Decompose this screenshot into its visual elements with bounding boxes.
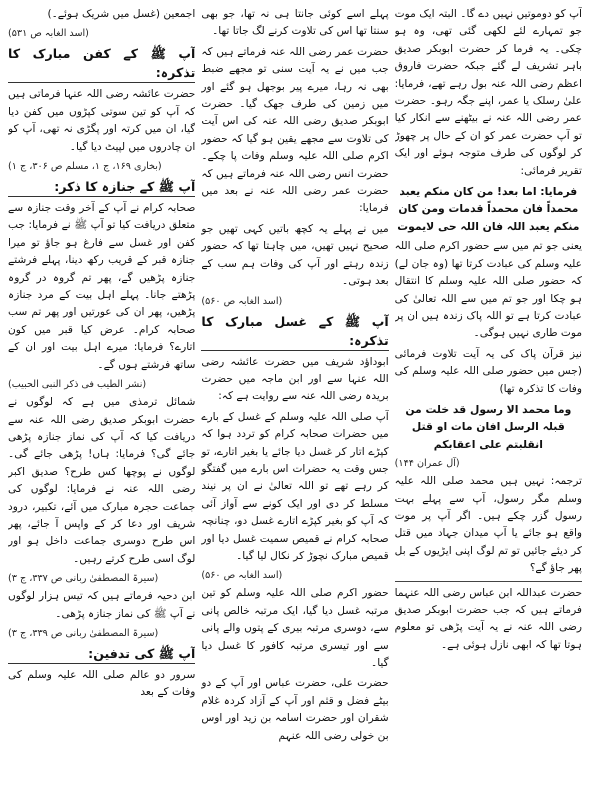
body-paragraph: حضرت علی، حضرت عباس اور آپ کے دو بیٹے فضل و قثم اور آپ کے آزاد کردہ غلام شقران اور حضرت اسامہ بن زید اور اوس بن خولی رضی اللہ عنہم (201, 677, 389, 742)
divider-line (395, 581, 582, 582)
body-paragraph: حضرت عبداللہ ابن عباس رضی اللہ عنہما فرماتے ہیں کہ جب حضرت ابوبکر صدیق رضی اللہ عنہ نے یہ آیت پڑھی تو معلوم ہوتا تھا کہ ابھی نازل ہوئی ہے۔ (394, 586, 582, 651)
body-paragraph: پہلے اسے کوئی جانتا ہی نہ تھا، جو بھی سنتا تھا اس کی تلاوت کرنے لگ جاتا تھا۔ (201, 8, 389, 38)
text-column-right (395, 6, 582, 794)
citation-reference: (سیرۃ المصطفیٰ ربانی ص ۳۳۷، ج ۳) (8, 573, 159, 585)
citation-reference: (بخاری ۱۶۹، ج ۱، مسلم ص ۳۰۶، ج ۱) (8, 161, 162, 173)
body-paragraph: ترجمہ: نہیں ہیں محمد صلی اللہ علیہ وسلم مگر رسول، آپ سے پہلے بہت رسول گزر چکے ہیں۔ اگر آپ پر موت واقع ہو جائے یا آپ میدان جہاد میں قتل کر دیئے جائیں تو تم لوگ اپنی ایڑیوں کے بل پھر جاؤ گے؟ (394, 475, 582, 575)
arabic-quote: وما محمد الا رسول قد خلت من قبلہ الرسل افان مات او قتل انقلبتم علی اعقابکم (405, 402, 572, 451)
body-paragraph: میں نے پہلے یہ کچھ باتیں کہی تھیں جو صحیح نہیں تھیں، میں چاہتا تھا کہ حضور زندہ رہتے اور آپ کی وفات ہم سب کے بعد ہوتی۔ (201, 222, 389, 288)
section-heading: آپ ﷺ کی تدفین: (8, 644, 195, 664)
body-paragraph: شمائل ترمذی میں ہے کہ لوگوں نے حضرت ابوبکر صدیق رضی اللہ عنہ سے دریافت کیا کہ آپ کی نماز جنازہ پڑھی جائے گی؟ فرمایا: ہاں! پڑھی جائے گی۔ لوگوں نے پوچھا کس طرح؟ صدیق اکبر رضی اللہ عنہ نے فرمایا: لوگوں کی جماعت حجرہ مبارک میں آئے، تکبیر، درود شریف اور دعا کر کے واپس آ جائے، پھر اس طرح دوسری جماعت داخل ہو اور لوگ اسی طرح کرتے رہیں۔ (8, 396, 196, 565)
section-heading: آپ ﷺ کے جنازہ کا ذکر: (8, 177, 195, 197)
citation-reference: (اسد الغابہ ص ۵۳۱) (8, 28, 89, 40)
arabic-quote: فرمایا: اما بعد! من کان منکم یعبد محمداً فان محمداً قدمات ومن کان منکم یعبد اللہ فان اللہ حی لایموت (397, 185, 580, 233)
text-column-left (8, 6, 195, 794)
body-paragraph: نیز قرآن پاک کی یہ آیت تلاوت فرمائی (جس میں حضور صلی اللہ علیہ وسلم کی وفات کا تذکرہ تھا) (394, 347, 582, 395)
body-paragraph: ابن دحیہ فرماتے ہیں کہ تیس ہزار لوگوں نے آپ ﷺ کی نماز جنازہ پڑھی۔ (8, 590, 196, 620)
body-paragraph: حضرت عائشہ رضی اللہ عنہا فرماتی ہیں کہ آپ کو تین سوتی کپڑوں میں کفن دیا گیا، ان میں کرتہ اور پگڑی نہ تھی، آپ کو ان چادروں میں لپیٹ دیا گیا۔ (8, 88, 196, 153)
body-paragraph: آپ صلی اللہ علیہ وسلم کے غسل کے بارے میں حضرات صحابہ کرام کو تردد ہوا کہ کپڑے اتار کر غسل دیا جائے یا بغیر اتارے، تو جس وقت یہ حضرات اس بارے میں گفتگو کر رہے تھے تو اللہ تعالیٰ نے ان پر نیند مسلط کر دی اور ایک کونے سے آواز آئی کہ آپ کو بغیر کپڑے اتارے غسل دو، چنانچہ صحابہ کرام نے قمیص سمیت غسل دیا اور قمیص مبارک نچوڑ کر نکال لیا گیا۔ (201, 410, 389, 562)
citation-reference: (نشر الطیب فی ذکر النبی الحبیب) (8, 379, 147, 391)
body-paragraph: یعنی جو تم میں سے حضور اکرم صلی اللہ علیہ وسلم کی عبادت کرتا تھا (وہ جان لے) کہ حضور صلی اللہ علیہ وسلم کا انتقال ہو چکا اور جو تم میں سے اللہ تعالیٰ کی عبادت کرتا ہے تو اللہ پاک زندہ ہیں ان پر موت طاری نہیں ہوگی۔ (394, 240, 582, 340)
citation-reference: (اسد الغابہ ص ۵۶۰) (201, 295, 283, 307)
body-paragraph: اجمعین (غسل میں شریک ہوئے۔) (47, 8, 196, 20)
citation-reference: (آل عمران ۱۴۴) (394, 458, 460, 470)
body-paragraph: ابوداؤد شریف میں حضرت عائشہ رضی اللہ عنہا سے اور ابن ماجہ میں حضرت بریدہ رضی اللہ عنہ سے روایت ہے کہ: (201, 355, 389, 403)
body-paragraph: سرور دو عالم صلی اللہ علیہ وسلم کی وفات کے بعد (8, 668, 196, 699)
text-column-middle (201, 6, 388, 794)
section-heading: آپ ﷺ کے کفن مبارک کا تذکرہ: (8, 44, 195, 83)
body-paragraph: صحابہ کرام نے آپ کے آخر وقت جنازہ سے متعلق دریافت کیا تو آپ ﷺ نے فرمایا: جب کفن اور غسل سے فارغ ہو جاؤ تو میرا جنازہ قبر کے قریب رکھ دینا، پہلے فرشتے جنازہ پڑھیں گے، پھر تم گروہ در گروہ پڑھتے جانا۔ پہلے اہل بیت کے مرد جنازہ پڑھیں، پھر ان کی عورتیں اور پھر تم سب صحابہ کرام۔ عرض کیا قبر میں کون اتارے؟ فرمایا: میرے اہل بیت اور ان کے ساتھ فرشتے ہوں گے۔ (8, 202, 196, 371)
body-paragraph: آپ کو دوموتیں نہیں دے گا۔ البتہ ایک موت جو تمہارے لئے لکھی گئی تھی، وہ ہو چکی۔ یہ فرما کر حضرت ابوبکر صدیق باہر تشریف لے گئے جبکہ حضرت فاروق اعظم رضی اللہ عنہ بول رہے تھے، فرمایا: علیٰ رسلک یا عمر، اپنے جگہ رہو۔ حضرت عمر رضی اللہ عنہ نے بیٹھنے سے انکار کیا تو آپ حضرت عمر کو ان کے حال پر چھوڑ کر لوگوں کی طرف متوجہ ہوئے اور ایک تقریر فرمائی: (394, 8, 582, 177)
citation-reference: (اسد الغابہ ص ۵۶۰) (201, 570, 283, 582)
body-paragraph: حضور اکرم صلی اللہ علیہ وسلم کو تین مرتبہ غسل دیا گیا، ایک مرتبہ خالص پانی سے، دوسری مرتبہ بیری کے پتوں والے پانی سے اور تیسری مرتبہ کافور کا غسل دیا گیا۔ (201, 587, 389, 669)
citation-reference: (سیرۃ المصطفیٰ ربانی ص ۳۳۹، ج ۳) (8, 627, 159, 639)
section-heading: آپ ﷺ کے غسل مبارک کا تذکرہ: (201, 312, 388, 351)
body-paragraph: حضرت عمر رضی اللہ عنہ فرماتے ہیں کہ جب میں نے یہ آیت سنی تو مجھے ضبط بھی نہ رہا، میرے پیر بوجھل ہو گئے اور میں زمین کی طرف جھک گیا۔ حضرت ابوبکر صدیق رضی اللہ عنہ کی اس آیت کی تلاوت سے مجھے یقین ہو گیا کہ حضور اکرم صلی اللہ علیہ وسلم وفات پا چکے۔ حضرت انس رضی اللہ عنہ فرماتے ہیں کہ حضرت عمر رضی اللہ عنہ نے بعد میں فرمایا: (201, 45, 389, 215)
